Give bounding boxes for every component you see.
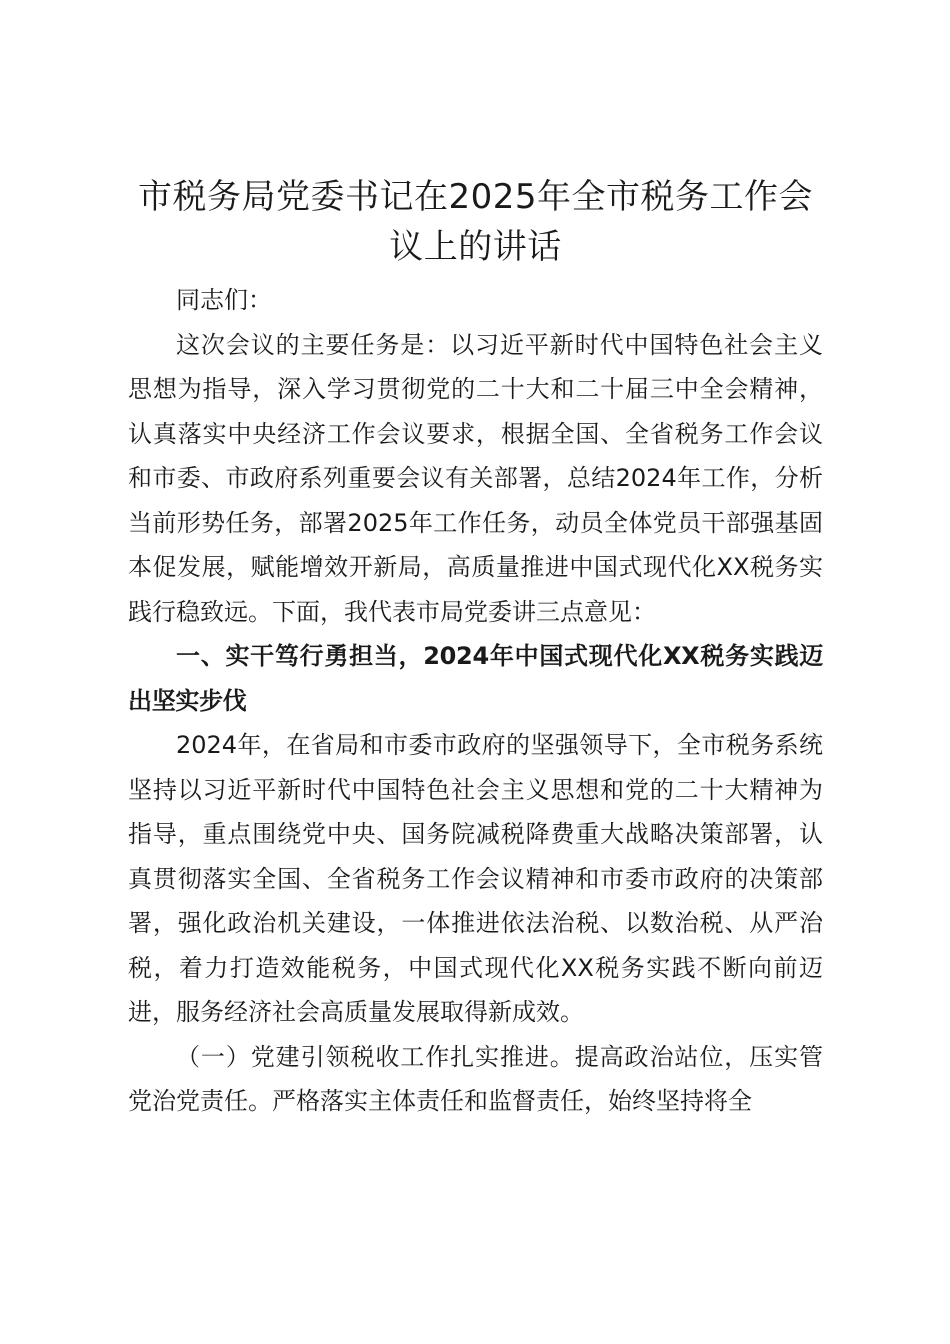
- document-body: [128, 172, 823, 1124]
- document-title: 市税务局党委书记在2025年全市税务工作会议上的讲话: [137, 177, 814, 267]
- paragraph-review-2024: 2024年，在省局和市委市政府的坚强领导下，全市税务系统坚持以习近平新时代中国特色社会主义思想和党的二十大精神为指导，重点围绕党中央、国务院减税降费重大战略决策部署，认真贯彻落实全国、全省税务工作会议精神和市委市政府的决策部署，强化政治机关建设，一体推进依法治税、以数治税、从严治税，着力打造效能税务，中国式现代化XX税务实践不断向前迈进，服务经济社会高质量发展取得新成效。: [128, 731, 823, 1026]
- section-heading-1: 一、实干笃行勇担当，2024年中国式现代化XX税务实践迈出坚实步伐: [128, 642, 823, 715]
- paragraph-subsection-1: （一）党建引领税收工作扎实推进。提高政治站位，压实管党治党责任。严格落实主体责任和监督责任，始终坚持将全: [128, 1042, 823, 1115]
- salutation: 同志们：: [176, 286, 272, 314]
- paragraph-intro: 这次会议的主要任务是：以习近平新时代中国特色社会主义思想为指导，深入学习贯彻党的二十大和二十届三中全会精神，认真落实中央经济工作会议要求，根据全国、全省税务工作会议和市委、市政府系列重要会议有关部署，总结2024年工作，分析当前形势任务，部署2025年工作任务，动员全体党员干部强基固本促发展，赋能增效开新局，高质量推进中国式现代化XX税务实践行稳致远。下面，我代表市局党委讲三点意见：: [128, 330, 823, 626]
